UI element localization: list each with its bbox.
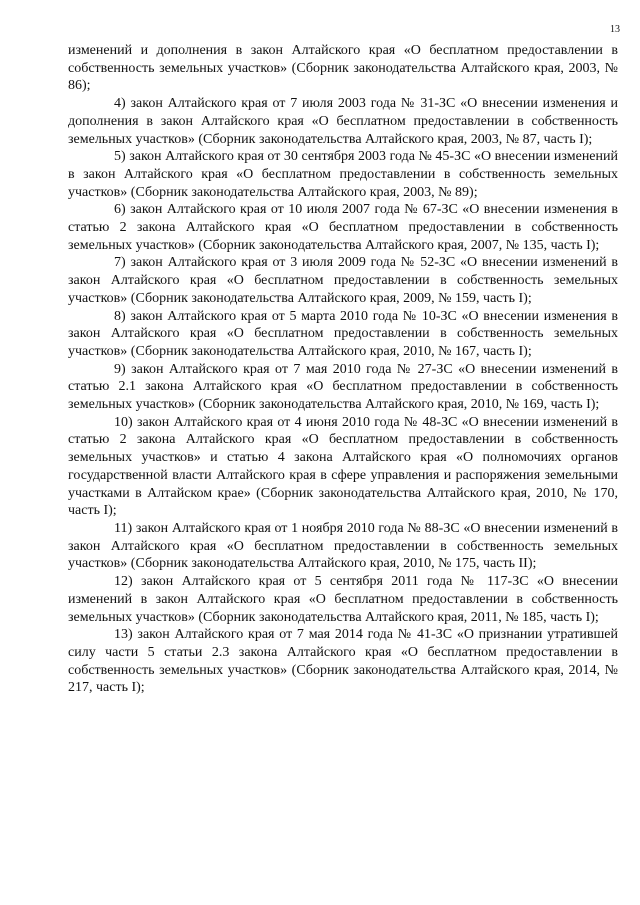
list-item: 13) закон Алтайского края от 7 мая 2014 года № 41-ЗС «О признании утратившей силу части 5 статьи 2.3 закона Алтайского края «О бесплатном предоставлении в собственность земельных участков» (Сборник законодательства Алтайского края, 2014, № 217, часть I); <box>68 627 618 696</box>
page-number: 13 <box>610 24 620 35</box>
list-item: 5) закон Алтайского края от 30 сентября 2003 года № 45-ЗС «О внесении изменений в закон Алтайского края «О бесплатном предоставлении в собственность земельных участков» (Сборник законодательства Алтайского края, 2003, № 89); <box>68 149 618 200</box>
list-item: 12) закон Алтайского края от 5 сентября 2011 года № 117-ЗС «О внесении изменений в закон Алтайского края «О бесплатном предоставлении в собственность земельных участков» (Сборник законодательства Алтайского края, 2011, № 185, часть I); <box>68 574 618 625</box>
list-item: 7) закон Алтайского края от 3 июля 2009 года № 52-ЗС «О внесении изменений в закон Алтайского края «О бесплатном предоставлении в собственность земельных участков» (Сборник законодательства Алтайского края, 2009, № 159, часть I); <box>68 255 618 306</box>
list-item: 6) закон Алтайского края от 10 июля 2007 года № 67-ЗС «О внесении изменения в статью 2 закона Алтайского края «О бесплатном предоставлении в собственность земельных участков» (Сборник законодательства Алтайского края, 2007, № 135, часть I); <box>68 202 618 253</box>
list-item: изменений и дополнения в закон Алтайского края «О бесплатном предоставлении в собственность земельных участков» (Сборник законодательства Алтайского края, 2003, № 86); <box>68 43 618 94</box>
list-item: 10) закон Алтайского края от 4 июня 2010 года № 48-ЗС «О внесении изменений в статью 2 закона Алтайского края «О бесплатном предоставлении в собственность земельных участков» и статью 4 закона Алтайского края «О полномочиях органов государственной власти Алтайского края в сфере управления и распоряжения земельными участками в Алтайском крае» (Сборник законодательства Алтайского края, 2010, № 170, часть I); <box>68 414 618 519</box>
list-item: 9) закон Алтайского края от 7 мая 2010 года № 27-ЗС «О внесении изменений в статью 2.1 закона Алтайского края «О бесплатном предоставлении в собственность земельных участков» (Сборник законодательства Алтайского края, 2010, № 169, часть I); <box>68 361 618 413</box>
list-item: 8) закон Алтайского края от 5 марта 2010 года № 10-ЗС «О внесении изменения в закон Алтайского края «О бесплатном предоставлении в собственность земельных участков» (Сборник законодательства Алтайского края, 2010, № 167, часть I); <box>68 308 618 359</box>
document-body <box>68 42 618 697</box>
list-item: 11) закон Алтайского края от 1 ноября 2010 года № 88-ЗС «О внесении изменений в закон Алтайского края «О бесплатном предоставлении в собственность земельных участков» (Сборник законодательства Алтайского края, 2010, № 175, часть II); <box>68 520 618 572</box>
list-item: 4) закон Алтайского края от 7 июля 2003 года № 31-ЗС «О внесении изменения и дополнения в закон Алтайского края «О бесплатном предоставлении в собственность земельных участков» (Сборник законодательства Алтайского края, 2003, № 87, часть I); <box>68 96 618 147</box>
